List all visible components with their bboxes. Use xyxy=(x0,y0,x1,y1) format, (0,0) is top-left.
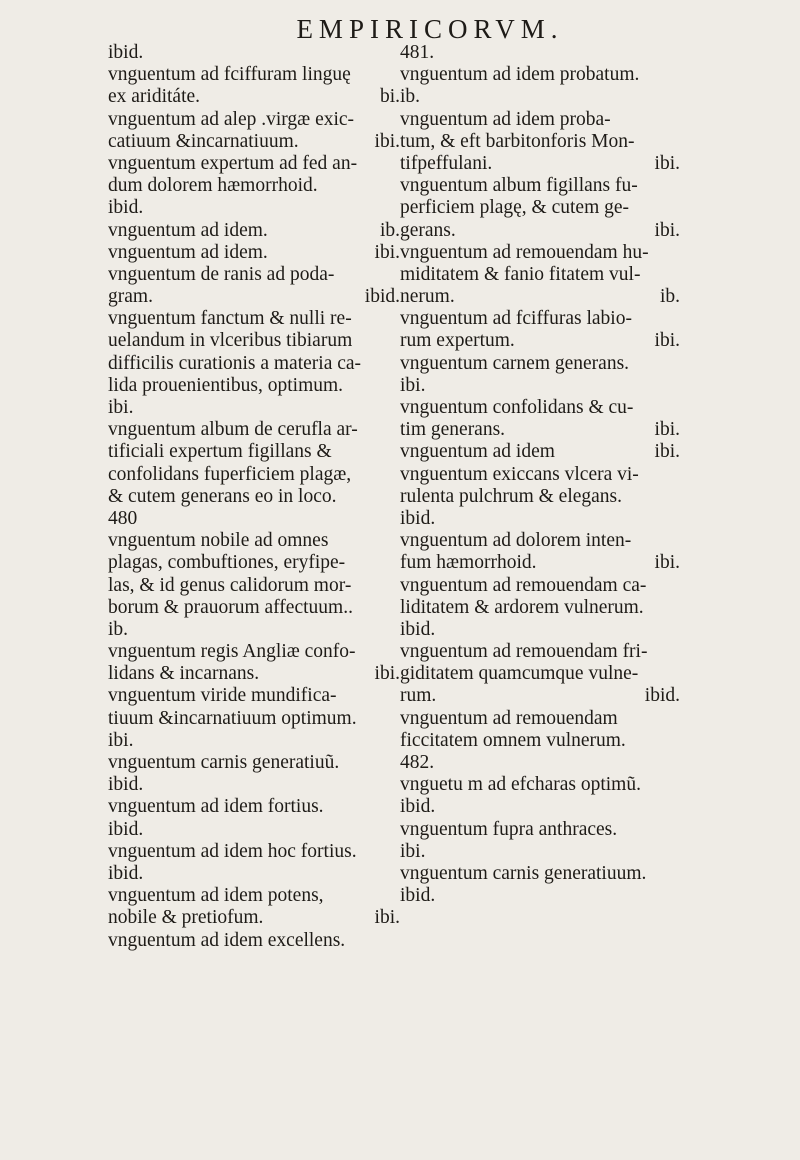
index-line xyxy=(400,86,680,108)
index-line xyxy=(400,774,680,796)
index-line xyxy=(400,109,680,131)
index-line xyxy=(400,330,680,352)
index-entry-text: plagas, combuftiones, eryfipe- xyxy=(108,552,346,574)
index-entry-text: nerum. xyxy=(400,286,455,308)
index-line xyxy=(400,419,680,441)
index-line xyxy=(400,619,680,641)
index-entry-text: vnguentum album de cerufla ar- xyxy=(108,419,358,441)
index-entry-text: vnguentum ad idem probatum. xyxy=(400,64,640,86)
index-line xyxy=(108,663,400,685)
index-line xyxy=(108,486,400,508)
index-line xyxy=(400,464,680,486)
index-entry-text: vnguentum album figillans fu- xyxy=(400,175,638,197)
index-entry-text: vnguentum carnem generans. xyxy=(400,352,630,374)
index-entry-reference: ib. xyxy=(659,286,680,308)
index-line xyxy=(108,885,400,907)
index-line xyxy=(108,220,400,242)
index-line xyxy=(108,575,400,597)
index-line xyxy=(400,375,680,397)
index-line xyxy=(108,796,400,818)
index-line xyxy=(400,575,680,597)
index-entry-reference: ibi. xyxy=(654,152,680,174)
running-header: EMPIRICORVM. xyxy=(296,14,564,44)
index-line xyxy=(108,819,400,841)
index-line xyxy=(108,330,400,352)
index-line xyxy=(400,730,680,752)
index-entry-text: 482. xyxy=(400,752,435,773)
index-line xyxy=(108,841,400,863)
index-entry-text: ibi. xyxy=(108,729,134,751)
index-entry-reference: ibi. xyxy=(654,552,680,574)
index-entry-text: confolidans fuperficiem plagæ, xyxy=(108,463,352,485)
index-line xyxy=(400,264,680,286)
index-entry-text: tiuum &incarnatiuum optimum. xyxy=(108,707,357,729)
index-line xyxy=(400,242,680,264)
index-entry-reference: ibid. xyxy=(644,685,680,707)
index-column-right xyxy=(400,42,680,907)
index-line xyxy=(400,552,680,574)
index-entry-text: vnguentum de ranis ad poda- xyxy=(108,263,335,285)
index-line xyxy=(108,353,400,375)
index-line xyxy=(108,308,400,330)
index-entry-text: tifpeffulani. xyxy=(400,152,493,174)
index-entry-text: rum expertum. xyxy=(400,330,515,352)
index-entry-text: ibi. xyxy=(400,840,426,862)
index-column-left xyxy=(108,42,400,952)
index-entry-text: vnguentum ad idem. xyxy=(108,219,268,241)
index-line xyxy=(108,685,400,707)
index-entry-text: gerans. xyxy=(400,219,456,241)
index-entry-text: vnguentum ad idem. xyxy=(108,241,268,263)
index-entry-text: ibid. xyxy=(400,618,436,640)
index-entry-reference: ibi. xyxy=(374,241,400,263)
index-entry-text: & cutem generans eo in loco. xyxy=(108,485,337,507)
index-entry-reference: ibi. xyxy=(654,330,680,352)
index-line xyxy=(400,508,680,530)
index-entry-text: vnguentum exiccans vlcera vi- xyxy=(400,463,639,485)
index-entry-text: ficcitatem omnem vulnerum. xyxy=(400,729,626,751)
index-entry-reference: ibi. xyxy=(654,441,680,463)
index-line xyxy=(400,796,680,818)
index-entry-reference: ibi. xyxy=(374,907,400,929)
index-line xyxy=(108,930,400,952)
index-entry-text: vnguentum carnis generatiuum. xyxy=(400,862,647,884)
index-entry-text: gram. xyxy=(108,286,153,308)
index-entry-text: vnguentum ad remouendam hu- xyxy=(400,241,649,263)
index-entry-text: rum. xyxy=(400,685,437,707)
index-line xyxy=(108,42,400,64)
index-entry-text: vnguentum fanctum & nulli re- xyxy=(108,308,352,330)
index-line xyxy=(400,197,680,219)
index-entry-text: ibid. xyxy=(400,885,436,907)
index-entry-text: ibid. xyxy=(108,197,144,219)
index-line xyxy=(400,286,680,308)
index-entry-text: vnguentum carnis generatiuũ. xyxy=(108,752,340,773)
index-line xyxy=(400,641,680,663)
index-line xyxy=(108,64,400,86)
index-line xyxy=(400,885,680,907)
index-entry-text: vnguentum ad idem fortius. xyxy=(108,796,324,818)
index-entry-text: ib. xyxy=(108,618,129,640)
index-line xyxy=(400,863,680,885)
index-entry-text: vnguentum ad idem proba- xyxy=(400,108,611,130)
index-line xyxy=(400,685,680,707)
index-line xyxy=(400,220,680,242)
index-entry-text: fum hæmorrhoid. xyxy=(400,552,537,574)
index-entry-text: rulenta pulchrum & elegans. xyxy=(400,485,623,507)
index-line xyxy=(108,153,400,175)
index-entry-reference: ibi. xyxy=(374,663,400,685)
index-entry-text: uelandum in vlceribus tibiarum xyxy=(108,330,353,352)
index-line xyxy=(108,86,400,108)
index-entry-reference: bi. xyxy=(379,86,400,108)
index-line xyxy=(400,752,680,774)
index-line xyxy=(108,863,400,885)
index-entry-text: tificiali expertum figillans & xyxy=(108,441,332,463)
index-entry-text: ibi. xyxy=(108,397,134,418)
index-line xyxy=(108,464,400,486)
index-entry-text: 480 xyxy=(108,507,138,529)
index-entry-text: liditatem & ardorem vulnerum. xyxy=(400,596,644,618)
index-line xyxy=(108,375,400,397)
index-entry-reference: ibi. xyxy=(374,130,400,152)
index-entry-text: lidans & incarnans. xyxy=(108,663,260,685)
index-line xyxy=(400,486,680,508)
index-line xyxy=(108,619,400,641)
index-line xyxy=(108,264,400,286)
index-entry-text: vnguentum ad remouendam ca- xyxy=(400,574,647,596)
index-entry-text: dum dolorem hæmorrhoid. xyxy=(108,175,318,197)
index-entry-reference: ibi. xyxy=(654,219,680,241)
index-entry-text: nobile & pretiofum. xyxy=(108,907,264,929)
index-entry-text: ibid. xyxy=(400,507,436,529)
index-line xyxy=(400,708,680,730)
index-entry-text: 481. xyxy=(400,42,435,63)
index-entry-text: ib. xyxy=(400,86,421,108)
index-entry-reference: ib. xyxy=(379,219,400,241)
index-line xyxy=(108,175,400,197)
index-entry-text: ibid. xyxy=(108,862,144,884)
index-line xyxy=(108,419,400,441)
index-entry-text: borum & prauorum affectuum.. xyxy=(108,596,353,618)
index-entry-text: vnguentum ad idem potens, xyxy=(108,885,324,907)
index-line xyxy=(400,663,680,685)
index-entry-text: vnguentum ad fciffuras labio- xyxy=(400,308,632,330)
index-entry-text: vnguentum ad idem excellens. xyxy=(108,929,346,951)
index-line xyxy=(108,730,400,752)
index-line xyxy=(108,641,400,663)
index-line xyxy=(400,819,680,841)
index-line xyxy=(108,131,400,153)
index-entry-text: miditatem & fanio fitatem vul- xyxy=(400,263,641,285)
index-line xyxy=(108,109,400,131)
index-line xyxy=(400,42,680,64)
index-line xyxy=(400,353,680,375)
index-entry-text: giditatem quamcumque vulne- xyxy=(400,663,639,685)
index-entry-text: vnguentum ad alep .virgæ exic- xyxy=(108,108,355,130)
index-line xyxy=(400,131,680,153)
index-entry-text: ibid. xyxy=(108,42,144,63)
index-line xyxy=(400,397,680,419)
index-entry-text: vnguentum expertum ad fed an- xyxy=(108,152,358,174)
index-entry-reference: ibi. xyxy=(654,419,680,441)
index-entry-text: vnguentum ad idem hoc fortius. xyxy=(108,840,357,862)
index-entry-text: vnguentum regis Angliæ confo- xyxy=(108,641,356,663)
index-entry-text: ex ariditáte. xyxy=(108,86,201,108)
index-line xyxy=(108,242,400,264)
index-entry-text: ibid. xyxy=(108,818,144,840)
index-entry-text: vnguentum ad remouendam xyxy=(400,707,618,729)
index-entry-text: tim generans. xyxy=(400,419,506,441)
index-entry-text: perficiem plagę, & cutem ge- xyxy=(400,197,630,219)
index-entry-text: ibid. xyxy=(108,774,144,796)
index-entry-text: catiuum &incarnatiuum. xyxy=(108,130,299,152)
index-entry-text: tum, & eft barbitonforis Mon- xyxy=(400,130,635,152)
index-line xyxy=(400,308,680,330)
index-entry-text: ibi. xyxy=(400,374,426,396)
index-entry-text: vnguentum confolidans & cu- xyxy=(400,397,634,418)
index-line xyxy=(400,153,680,175)
index-entry-text: vnguentum nobile ad omnes xyxy=(108,530,329,552)
index-line xyxy=(108,397,400,419)
index-entry-text: difficilis curationis a materia ca- xyxy=(108,352,362,374)
index-entry-reference: ibid. xyxy=(364,286,400,308)
index-line xyxy=(108,441,400,463)
index-line xyxy=(400,64,680,86)
index-line xyxy=(108,552,400,574)
index-line xyxy=(108,907,400,929)
index-line xyxy=(400,530,680,552)
index-entry-text: lida prouenientibus, optimum. xyxy=(108,374,344,396)
index-line xyxy=(108,530,400,552)
index-line xyxy=(108,197,400,219)
index-line xyxy=(108,286,400,308)
index-line xyxy=(108,708,400,730)
index-entry-text: vnguetu m ad efcharas optimũ. xyxy=(400,774,641,796)
index-entry-text: vnguentum ad remouendam fri- xyxy=(400,641,648,663)
index-line xyxy=(108,597,400,619)
index-entry-text: ibid. xyxy=(400,796,436,818)
index-line xyxy=(400,597,680,619)
index-entry-text: las, & id genus calidorum mor- xyxy=(108,574,352,596)
index-entry-text: vnguentum fupra anthraces. xyxy=(400,818,618,840)
index-line xyxy=(400,175,680,197)
index-entry-text: vnguentum ad dolorem inten- xyxy=(400,530,632,552)
index-line xyxy=(400,841,680,863)
index-line xyxy=(108,774,400,796)
index-line xyxy=(108,752,400,774)
index-entry-text: vnguentum viride mundifica- xyxy=(108,685,337,707)
index-line xyxy=(108,508,400,530)
index-line xyxy=(400,441,680,463)
index-entry-text: vnguentum ad idem xyxy=(400,441,555,463)
index-entry-text: vnguentum ad fciffuram linguę xyxy=(108,64,351,86)
